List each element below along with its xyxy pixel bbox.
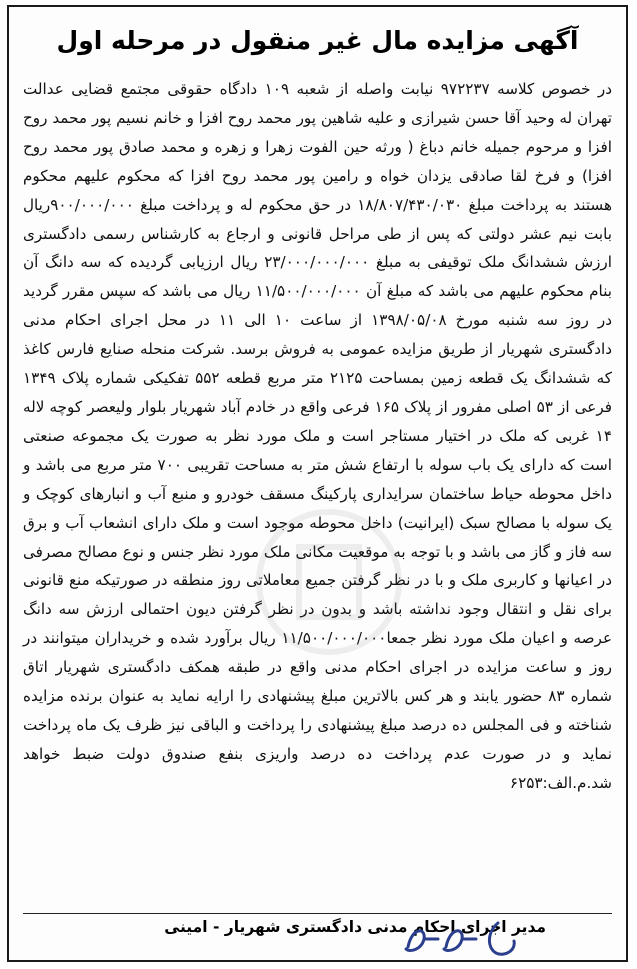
notice-frame xyxy=(7,5,628,962)
notice-title: آگهی مزایده مال غیر منقول در مرحله اول xyxy=(56,26,579,55)
handwritten-number-mark xyxy=(398,917,538,961)
notice-body xyxy=(23,75,612,798)
notice-body-paragraph: در خصوص کلاسه ۹۷۲۲۳۷ نیابت واصله از شعبه ۱۰۹ دادگاه حقوقی مجتمع قضایی عدالت تهران له وحید آقا حسن شیرازی و علیه شاهین پور محمد روح افزا و خانم نسیم پور محمد روح افزا و مرحوم جمیله خانم دباغ ( ورثه حین الفوت زهرا و زهره و محمد صادق پور محمد روح افزا) و فرخ لقا صادقی یزدان خواه و رامین پور محمد روح افزا که محکوم علیهم محکوم هستند به پرداخت مبلغ ۱۸/۸۰۷/۴۳۰/۰۳۰ در حق محکوم له و پرداخت مبلغ ۹۰۰/۰۰۰/۰۰۰ریال بابت نیم عشر دولتی که پس از طی مراحل قانونی و ارجاع به کارشناس رسمی دادگستری ارزش ششدانگ ملک توقیفی به مبلغ ۲۳/۰۰۰/۰۰۰/۰۰۰ ریال ارزیابی گردیده که سه دانگ آن بنام محکوم علیهم می باشد که مبلغ آن ۱۱/۵۰۰/۰۰۰/۰۰۰ ریال می باشد که سپس مقرر گردید در روز سه شنبه مورخ ۱۳۹۸/۰۵/۰۸ از ساعت ۱۰ الی ۱۱ در محل اجرای احکام مدنی دادگستری شهریار از طریق مزایده عمومی به فروش برسد. شرکت منحله صنایع فارس کاغذ که ششدانگ یک قطعه زمین بمساحت ۲۱۲۵ متر مربع قطعه ۵۵۲ تفکیکی شماره پلاک ۱۳۴۹ فرعی از ۵۳ اصلی مفرور از پلاک ۱۶۵ فرعی واقع در خادم آباد شهریار بلوار ولیعصر کوچه لاله ۱۴ غربی که ملک در اختیار مستاجر است و ملک مورد نظر به صورت یک مجموعه صنعتی است که دارای یک باب سوله با ارتفاع شش متر به مساحت تقریبی ۷۰۰ متر مربع می باشد و داخل محوطه حیاط ساختمان سرایداری پارکینگ مسقف خودرو و منبع آب و انبارهای کوچک و یک سوله با مصالح سبک (ایرانیت) داخل محوطه موجود است و ملک دارای انشعاب آب و برق سه فاز و گاز می باشد و با توجه به موقعیت مکانی ملک مورد نظر جنس و نوع مصالح مصرفی در اعیانها و کاربری ملک و با در نظر گرفتن جمیع معاملاتی روز منطقه در صورتیکه منع قانونی برای نقل و انتقال وجود نداشته باشد و بدون در نظر گرفتن دیون احتمالی ارزش سه دانگ عرصه و اعیان ملک مورد نظر جمعا۱۱/۵۰۰/۰۰۰/۰۰۰ ریال برآورد شده و خریداران میتوانند در روز و ساعت مزایده در اجرای احکام مدنی واقع در طبقه همکف دادگستری شهریار اتاق شماره ۸۳ حضور یابند و هر کس بالاترین مبلغ پیشنهادی را ارایه نماید به عنوان برنده مزایده شناخته و فی المجلس ده درصد مبلغ پیشنهادی را پرداخت و الباقی نیز ظرف یک ماه پرداخت نماید و در صورت عدم پرداخت ده درصد واریزی بنفع صندوق دولت ضبط خواهد شد.م.الف:۶۲۵۳ xyxy=(23,80,613,792)
signature-line: مدیر اجرای احکام مدنی دادگستری شهریار - امینی xyxy=(164,918,546,936)
